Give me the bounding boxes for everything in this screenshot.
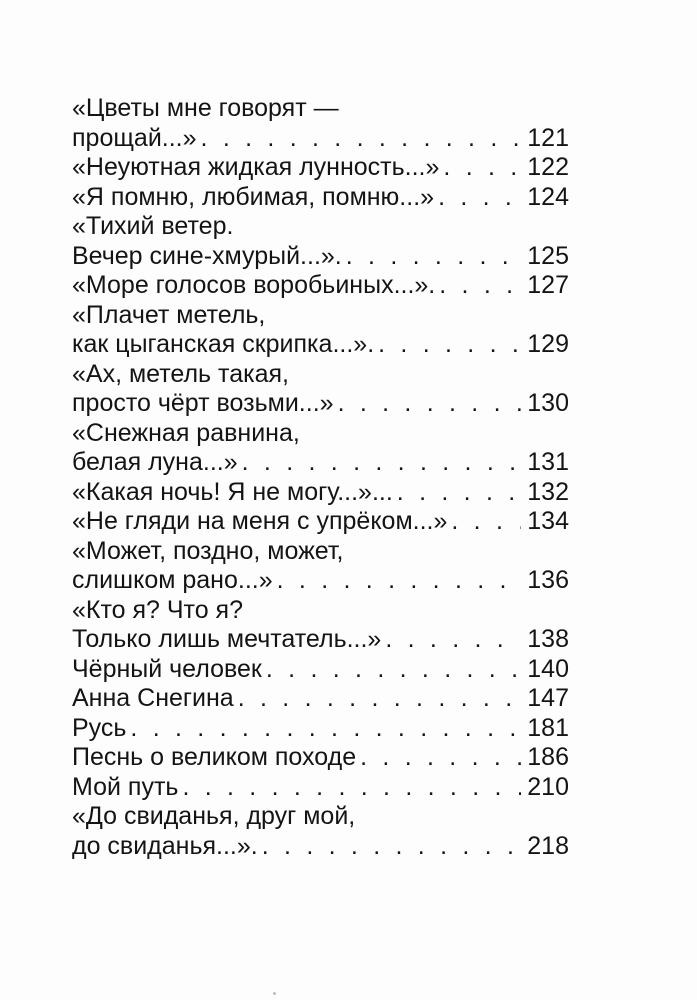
toc-page-number: 147	[527, 684, 569, 712]
toc-page-number: 138	[527, 625, 569, 653]
toc-entry-title: просто чёрт возьми...»	[72, 389, 334, 417]
toc-entry-title: «Какая ночь! Я не могу...»...	[72, 477, 393, 506]
toc-page-number: 218	[527, 831, 569, 860]
toc-entry-line	[72, 773, 569, 803]
toc-page-number: 140	[527, 654, 569, 683]
dot-leader	[374, 330, 521, 360]
toc-page-number: 130	[527, 389, 569, 417]
toc-entry-line	[72, 537, 569, 567]
toc-entry-title: Русь	[72, 713, 127, 742]
toc-entry-title: Мой путь	[72, 772, 179, 801]
toc-page-number: 181	[527, 713, 569, 742]
toc-entry-title: прощай...»	[72, 123, 197, 152]
toc-page-number: 129	[527, 330, 569, 358]
toc-entry-line	[72, 832, 569, 862]
toc-entry-title: до свиданья...».	[72, 831, 258, 860]
toc-entry-line	[72, 684, 569, 714]
toc-entry-line	[72, 419, 569, 449]
toc-entry-title: «Море голосов воробьиных...».	[72, 271, 436, 299]
dot-leader	[435, 271, 521, 301]
toc-entry-title: Песнь о великом походе	[72, 743, 357, 771]
toc-entry-line	[72, 212, 569, 242]
dot-leader	[197, 124, 522, 154]
toc-entry-line	[72, 655, 569, 685]
toc-entry-title: как цыганская скрипка...».	[72, 330, 375, 358]
toc-page-number: 125	[527, 241, 569, 270]
toc-entry-title: белая луна...»	[72, 448, 238, 476]
toc-page-number: 134	[527, 507, 569, 535]
toc-entry-line	[72, 448, 569, 478]
toc-page-number: 121	[527, 123, 569, 152]
dot-leader	[342, 242, 522, 272]
toc-entry-line	[72, 124, 569, 154]
page-speck	[273, 992, 276, 995]
toc-entry-title: «Плачет метель,	[72, 300, 266, 329]
toc-entry-title: «Цветы мне говорят —	[72, 94, 339, 122]
toc-entry-line	[72, 330, 569, 360]
toc-entry-title: «Я помню, любимая, помню...»	[72, 182, 435, 211]
toc-page-number: 186	[527, 743, 569, 771]
toc-entry-line	[72, 271, 569, 301]
toc-entry-line	[72, 802, 569, 832]
toc-entry-line	[72, 596, 569, 626]
toc-entry-line	[72, 714, 569, 744]
dot-leader	[262, 655, 521, 685]
toc-entry-title: «Не гляди на меня с упрёком...»	[72, 507, 448, 535]
dot-leader	[126, 714, 521, 744]
toc-entry-line	[72, 183, 569, 213]
toc-entry-line	[72, 301, 569, 331]
toc-entry-title: Анна Снегина	[72, 684, 234, 712]
toc-page-number: 131	[527, 448, 569, 476]
dot-leader	[439, 153, 521, 183]
dot-leader	[434, 183, 521, 213]
toc-entry-title: Вечер сине-хмурый...».	[72, 241, 342, 270]
toc-entry-line	[72, 507, 569, 537]
toc-entry-title: «Снежная равнина,	[72, 418, 300, 447]
toc-entry-title: «Может, поздно, может,	[72, 536, 344, 565]
dot-leader	[393, 478, 521, 508]
table-of-contents	[72, 94, 569, 861]
toc-entry-title: «До свиданья, друг мой,	[72, 802, 356, 830]
dot-leader	[234, 684, 522, 714]
toc-entry-title: «Тихий ветер.	[72, 212, 234, 240]
toc-page-number: 127	[527, 271, 569, 299]
toc-entry-line	[72, 743, 569, 773]
dot-leader	[447, 507, 521, 537]
toc-page-number: 132	[527, 477, 569, 506]
dot-leader	[273, 566, 522, 596]
dot-leader	[356, 743, 521, 773]
toc-entry-line	[72, 478, 569, 508]
toc-entry-title: «Ах, метель такая,	[72, 359, 289, 388]
toc-entry-line	[72, 94, 569, 124]
dot-leader	[258, 832, 522, 862]
toc-entry-title: «Кто я? Что я?	[72, 595, 243, 624]
toc-entry-line	[72, 360, 569, 390]
toc-entry-title: слишком рано...»	[72, 566, 273, 594]
toc-page-number: 124	[527, 182, 569, 211]
toc-entry-line	[72, 566, 569, 596]
toc-entry-title: «Неуютная жидкая лунность...»	[72, 153, 440, 181]
toc-page-number: 122	[527, 153, 569, 181]
toc-entry-line	[72, 242, 569, 272]
toc-entry-line	[72, 389, 569, 419]
toc-entry-title: Только лишь мечтатель...»	[72, 625, 382, 653]
dot-leader	[238, 448, 522, 478]
toc-page-number: 210	[527, 772, 569, 801]
toc-entry-title: Чёрный человек	[72, 654, 262, 683]
dot-leader	[178, 773, 521, 803]
dot-leader	[381, 625, 521, 655]
dot-leader	[334, 389, 522, 419]
toc-page-number: 136	[527, 566, 569, 594]
toc-entry-line	[72, 153, 569, 183]
toc-entry-line	[72, 625, 569, 655]
